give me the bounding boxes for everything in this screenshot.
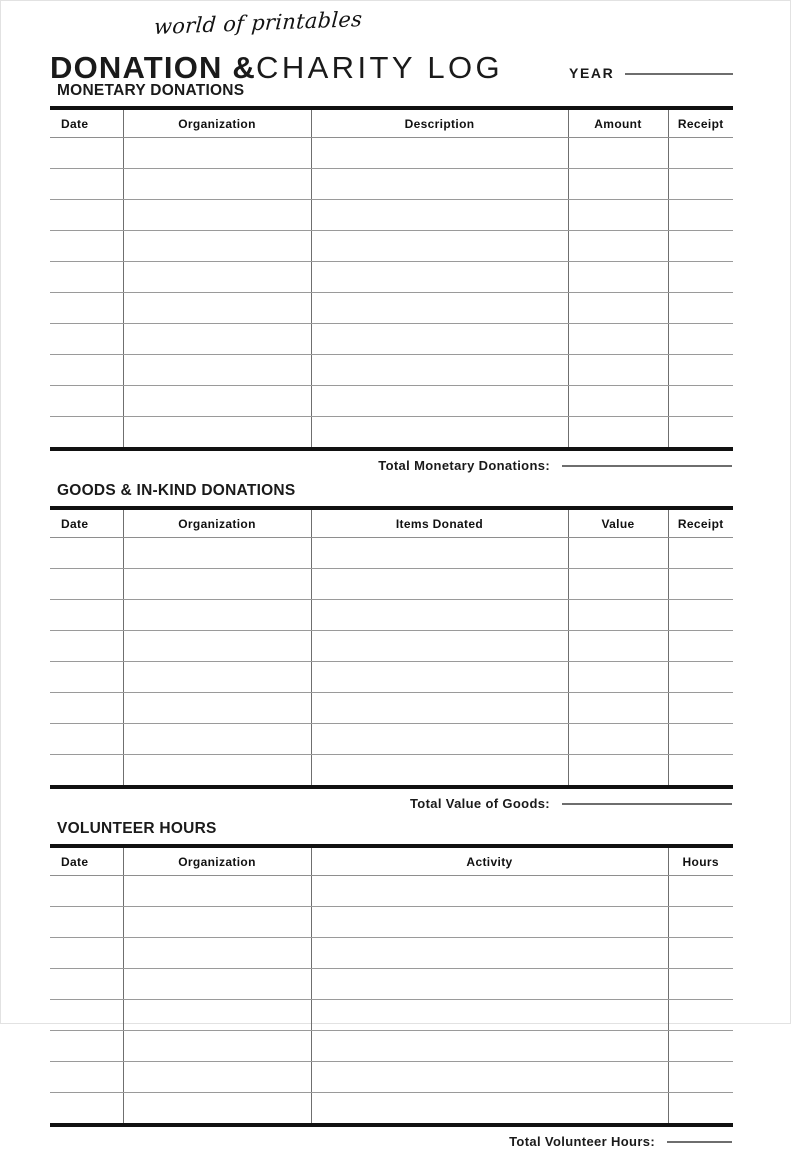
- cell-organization[interactable]: [123, 631, 311, 662]
- cell-receipt[interactable]: [668, 755, 733, 788]
- table-row[interactable]: [50, 662, 733, 693]
- column-header-description: Description: [311, 108, 568, 138]
- cell-date[interactable]: [50, 293, 123, 324]
- column-header-items-donated: Items Donated: [311, 508, 568, 538]
- goods-donations-table: [50, 506, 733, 789]
- cell-date[interactable]: [50, 1062, 123, 1093]
- cell-date[interactable]: [50, 876, 123, 907]
- cell-organization[interactable]: [123, 1062, 311, 1093]
- cell-organization[interactable]: [123, 355, 311, 386]
- cell-activity[interactable]: [311, 938, 668, 969]
- table-row[interactable]: [50, 1000, 733, 1031]
- cell-description[interactable]: [311, 138, 568, 169]
- goods-donations-rows: [50, 538, 733, 788]
- year-write-line[interactable]: [625, 73, 733, 75]
- cell-date[interactable]: [50, 1093, 123, 1126]
- cell-receipt[interactable]: [668, 324, 733, 355]
- cell-activity[interactable]: [311, 876, 668, 907]
- monetary-donations-rows: [50, 138, 733, 450]
- column-header-amount: Amount: [568, 108, 668, 138]
- cell-hours[interactable]: [668, 1062, 733, 1093]
- total-label: Total Value of Goods:: [409, 796, 550, 811]
- cell-organization[interactable]: [123, 200, 311, 231]
- volunteer-hours-table: [50, 844, 733, 1127]
- cell-amount[interactable]: [568, 169, 668, 200]
- table-row[interactable]: [50, 417, 733, 450]
- cell-description[interactable]: [311, 231, 568, 262]
- cell-date[interactable]: [50, 355, 123, 386]
- cell-hours[interactable]: [668, 938, 733, 969]
- cell-organization[interactable]: [123, 938, 311, 969]
- column-header-organization: Organization: [123, 108, 311, 138]
- cell-organization[interactable]: [123, 969, 311, 1000]
- table-row[interactable]: [50, 293, 733, 324]
- cell-organization[interactable]: [123, 231, 311, 262]
- cell-organization[interactable]: [123, 386, 311, 417]
- cell-items-donated[interactable]: [311, 538, 568, 569]
- cell-organization[interactable]: [123, 662, 311, 693]
- cell-value[interactable]: [568, 631, 668, 662]
- cell-receipt[interactable]: [668, 417, 733, 450]
- cell-description[interactable]: [311, 324, 568, 355]
- section-heading: MONETARY DONATIONS: [57, 82, 245, 99]
- cell-activity[interactable]: [311, 907, 668, 938]
- cell-receipt[interactable]: [668, 724, 733, 755]
- page-title: [50, 51, 503, 85]
- column-header-activity: Activity: [311, 846, 668, 876]
- cell-organization[interactable]: [123, 138, 311, 169]
- cell-hours[interactable]: [668, 907, 733, 938]
- table-row[interactable]: [50, 138, 733, 169]
- cell-receipt[interactable]: [668, 538, 733, 569]
- cell-organization[interactable]: [123, 755, 311, 788]
- section-heading: VOLUNTEER HOURS: [57, 820, 217, 837]
- cell-organization[interactable]: [123, 1031, 311, 1062]
- cell-amount[interactable]: [568, 293, 668, 324]
- cell-organization[interactable]: [123, 724, 311, 755]
- cell-date[interactable]: [50, 569, 123, 600]
- table-row[interactable]: [50, 1062, 733, 1093]
- cell-value[interactable]: [568, 755, 668, 788]
- cell-receipt[interactable]: [668, 138, 733, 169]
- cell-organization[interactable]: [123, 876, 311, 907]
- cell-receipt[interactable]: [668, 355, 733, 386]
- cell-description[interactable]: [311, 386, 568, 417]
- column-header-date: Date: [50, 508, 123, 538]
- cell-organization[interactable]: [123, 600, 311, 631]
- cell-items-donated[interactable]: [311, 755, 568, 788]
- table-row[interactable]: [50, 169, 733, 200]
- cell-hours[interactable]: [668, 969, 733, 1000]
- masthead: [50, 1, 733, 85]
- table-row[interactable]: [50, 755, 733, 788]
- cell-items-donated[interactable]: [311, 662, 568, 693]
- cell-receipt[interactable]: [668, 569, 733, 600]
- cell-date[interactable]: [50, 231, 123, 262]
- cell-organization[interactable]: [123, 907, 311, 938]
- table-row[interactable]: [50, 907, 733, 938]
- cell-date[interactable]: [50, 1031, 123, 1062]
- table-header-row: [50, 108, 733, 138]
- cell-date[interactable]: [50, 417, 123, 450]
- section-monetary-donations: [50, 82, 733, 473]
- cell-date[interactable]: [50, 169, 123, 200]
- cell-items-donated[interactable]: [311, 693, 568, 724]
- table-row[interactable]: [50, 938, 733, 969]
- column-header-value: Value: [568, 508, 668, 538]
- volunteer-hours-rows: [50, 876, 733, 1126]
- table-row[interactable]: [50, 262, 733, 293]
- total-monetary-donations-row: [50, 458, 733, 473]
- total-value-of-goods-row: [50, 796, 733, 811]
- table-row[interactable]: [50, 600, 733, 631]
- table-row[interactable]: [50, 324, 733, 355]
- cell-amount[interactable]: [568, 138, 668, 169]
- section-heading: GOODS & IN-KIND DONATIONS: [57, 482, 296, 499]
- cell-receipt[interactable]: [668, 231, 733, 262]
- column-header-hours: Hours: [668, 846, 733, 876]
- cell-receipt[interactable]: [668, 631, 733, 662]
- column-header-date: Date: [50, 108, 123, 138]
- cell-date[interactable]: [50, 631, 123, 662]
- table-row[interactable]: [50, 538, 733, 569]
- cell-organization[interactable]: [123, 324, 311, 355]
- year-label: YEAR: [569, 64, 615, 81]
- cell-date[interactable]: [50, 755, 123, 788]
- cell-amount[interactable]: [568, 200, 668, 231]
- cell-hours[interactable]: [668, 1093, 733, 1126]
- cell-organization[interactable]: [123, 169, 311, 200]
- column-header-receipt: Receipt: [668, 508, 733, 538]
- cell-receipt[interactable]: [668, 169, 733, 200]
- total-label: Total Monetary Donations:: [378, 458, 550, 473]
- page-title-bold: DONATION &: [50, 49, 257, 85]
- monetary-donations-table: [50, 106, 733, 451]
- cell-hours[interactable]: [668, 876, 733, 907]
- cell-items-donated[interactable]: [311, 724, 568, 755]
- cell-hours[interactable]: [668, 1031, 733, 1062]
- table-row[interactable]: [50, 1031, 733, 1062]
- cell-date[interactable]: [50, 262, 123, 293]
- cell-organization[interactable]: [123, 262, 311, 293]
- cell-amount[interactable]: [568, 324, 668, 355]
- cell-receipt[interactable]: [668, 600, 733, 631]
- cell-items-donated[interactable]: [311, 569, 568, 600]
- cell-activity[interactable]: [311, 1093, 668, 1126]
- table-row[interactable]: [50, 969, 733, 1000]
- cell-amount[interactable]: [568, 231, 668, 262]
- cell-date[interactable]: [50, 138, 123, 169]
- cell-date[interactable]: [50, 200, 123, 231]
- table-row[interactable]: [50, 724, 733, 755]
- table-row[interactable]: [50, 631, 733, 662]
- cell-description[interactable]: [311, 417, 568, 450]
- cell-receipt[interactable]: [668, 662, 733, 693]
- brand-script-logo: world of printables: [153, 6, 364, 40]
- cell-description[interactable]: [311, 262, 568, 293]
- total-volunteer-hours-row: [50, 1134, 733, 1149]
- cell-description[interactable]: [311, 200, 568, 231]
- column-header-receipt: Receipt: [668, 108, 733, 138]
- cell-activity[interactable]: [311, 1000, 668, 1031]
- cell-date[interactable]: [50, 1000, 123, 1031]
- cell-organization[interactable]: [123, 293, 311, 324]
- table-row[interactable]: [50, 876, 733, 907]
- cell-organization[interactable]: [123, 693, 311, 724]
- cell-items-donated[interactable]: [311, 600, 568, 631]
- table-row[interactable]: [50, 569, 733, 600]
- cell-description[interactable]: [311, 293, 568, 324]
- total-label: Total Volunteer Hours:: [509, 1134, 655, 1149]
- cell-organization[interactable]: [123, 1093, 311, 1126]
- cell-date[interactable]: [50, 324, 123, 355]
- cell-description[interactable]: [311, 169, 568, 200]
- cell-activity[interactable]: [311, 1031, 668, 1062]
- cell-activity[interactable]: [311, 1062, 668, 1093]
- section-volunteer-hours: [50, 820, 733, 1149]
- cell-value[interactable]: [568, 600, 668, 631]
- year-field[interactable]: [569, 65, 733, 83]
- table-row[interactable]: [50, 200, 733, 231]
- cell-hours[interactable]: [668, 1000, 733, 1031]
- table-header-row: [50, 846, 733, 876]
- cell-date[interactable]: [50, 907, 123, 938]
- cell-date[interactable]: [50, 600, 123, 631]
- cell-receipt[interactable]: [668, 262, 733, 293]
- table-row[interactable]: [50, 231, 733, 262]
- cell-organization[interactable]: [123, 1000, 311, 1031]
- cell-value[interactable]: [568, 724, 668, 755]
- cell-amount[interactable]: [568, 417, 668, 450]
- cell-date[interactable]: [50, 662, 123, 693]
- column-header-organization: Organization: [123, 846, 311, 876]
- total-write-line[interactable]: [667, 1141, 732, 1143]
- cell-date[interactable]: [50, 538, 123, 569]
- page-title-light: CHARITY LOG: [256, 49, 504, 85]
- cell-date[interactable]: [50, 386, 123, 417]
- cell-organization[interactable]: [123, 538, 311, 569]
- cell-receipt[interactable]: [668, 386, 733, 417]
- column-header-date: Date: [50, 846, 123, 876]
- table-row[interactable]: [50, 355, 733, 386]
- cell-receipt[interactable]: [668, 693, 733, 724]
- cell-organization[interactable]: [123, 417, 311, 450]
- cell-value[interactable]: [568, 538, 668, 569]
- cell-date[interactable]: [50, 724, 123, 755]
- cell-amount[interactable]: [568, 355, 668, 386]
- table-header-row: [50, 508, 733, 538]
- cell-value[interactable]: [568, 569, 668, 600]
- table-row[interactable]: [50, 386, 733, 417]
- table-row[interactable]: [50, 1093, 733, 1126]
- cell-date[interactable]: [50, 969, 123, 1000]
- cell-amount[interactable]: [568, 386, 668, 417]
- cell-description[interactable]: [311, 355, 568, 386]
- cell-date[interactable]: [50, 693, 123, 724]
- cell-amount[interactable]: [568, 262, 668, 293]
- cell-items-donated[interactable]: [311, 631, 568, 662]
- section-goods-in-kind-donations: [50, 482, 733, 811]
- cell-value[interactable]: [568, 693, 668, 724]
- cell-value[interactable]: [568, 662, 668, 693]
- cell-date[interactable]: [50, 938, 123, 969]
- total-write-line[interactable]: [562, 803, 732, 805]
- cell-receipt[interactable]: [668, 293, 733, 324]
- table-row[interactable]: [50, 693, 733, 724]
- column-header-organization: Organization: [123, 508, 311, 538]
- cell-receipt[interactable]: [668, 200, 733, 231]
- cell-activity[interactable]: [311, 969, 668, 1000]
- title-row: [50, 30, 733, 106]
- cell-organization[interactable]: [123, 569, 311, 600]
- sheet-content: [50, 1, 733, 1149]
- total-write-line[interactable]: [562, 465, 732, 467]
